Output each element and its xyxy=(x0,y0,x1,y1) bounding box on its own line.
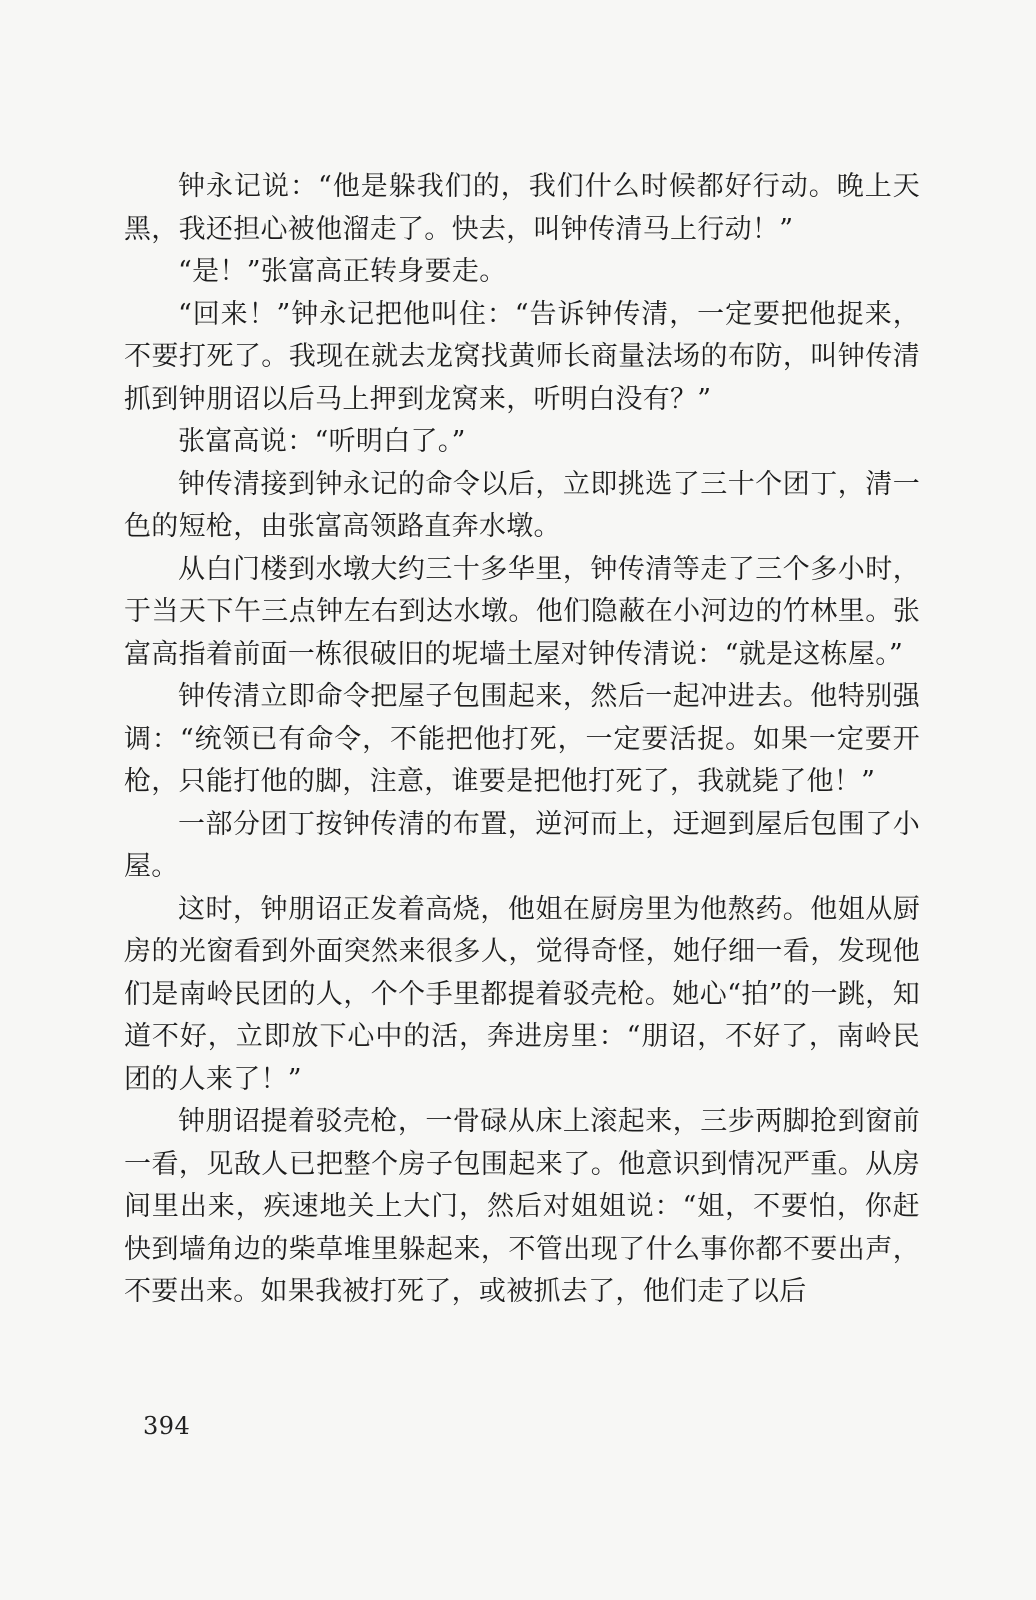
page-number: 394 xyxy=(143,1412,191,1440)
paragraph-9: 这时，钟朋诏正发着高烧，他姐在厨房里为他熬药。他姐从厨房的光窗看到外面突然来很多人，觉得奇怪，她仔细一看，发现他们是南岭民团的人，个个手里都提着驳壳枪。她心“拍”的一跳，知道不好，立即放下心中的活，奔进房里：“朋诏，不好了，南岭民团的人来了！” xyxy=(124,893,920,1095)
paragraph-6: 从白门楼到水墩大约三十多华里，钟传清等走了三个多小时，于当天下午三点钟左右到达水墩。他们隐蔽在小河边的竹林里。张富高指着前面一栋很破旧的坭墙土屋对钟传清说：“就是这栋屋。” xyxy=(124,553,920,670)
paragraph-10: 钟朋诏提着驳壳枪，一骨碌从床上滚起来，三步两脚抢到窗前一看，见敌人已把整个房子包围起来了。他意识到情况严重。从房间里出来，疾速地关上大门，然后对姐姐说：“姐，不要怕，你赶快到墙角边的柴草堆里躲起来，不管出现了什么事你都不要出声，不要出来。如果我被打死了，或被抓去了，他们走了以后 xyxy=(124,1106,920,1307)
paragraph-2: “是！”张富高正转身要走。 xyxy=(178,256,507,287)
paragraph-7: 钟传清立即命令把屋子包围起来，然后一起冲进去。他特别强调：“统领已有命令，不能把他打死，一定要活捉。如果一定要开枪，只能打他的脚，注意，谁要是把他打死了，我就毙了他！” xyxy=(124,681,920,797)
paragraph-3: “回来！”钟永记把他叫住：“告诉钟传清，一定要把他捉来，不要打死了。我现在就去龙窝找黄师长商量法场的布防，叫钟传清抓到钟朋诏以后马上押到龙窝来，听明白没有？” xyxy=(124,298,920,415)
body-text xyxy=(124,166,920,1314)
paragraph-5: 钟传清接到钟永记的命令以后，立即挑选了三十个团丁，清一色的短枪，由张富高领路直奔水墩。 xyxy=(124,468,920,542)
paragraph-1: 钟永记说：“他是躲我们的，我们什么时候都好行动。晚上天黑，我还担心被他溜走了。快去，叫钟传清马上行动！” xyxy=(124,171,920,245)
paragraph-8: 一部分团丁按钟传清的布置，逆河而上，迂迴到屋后包围了小屋。 xyxy=(124,808,920,882)
paragraph-4: 张富高说：“听明白了。” xyxy=(178,426,466,457)
